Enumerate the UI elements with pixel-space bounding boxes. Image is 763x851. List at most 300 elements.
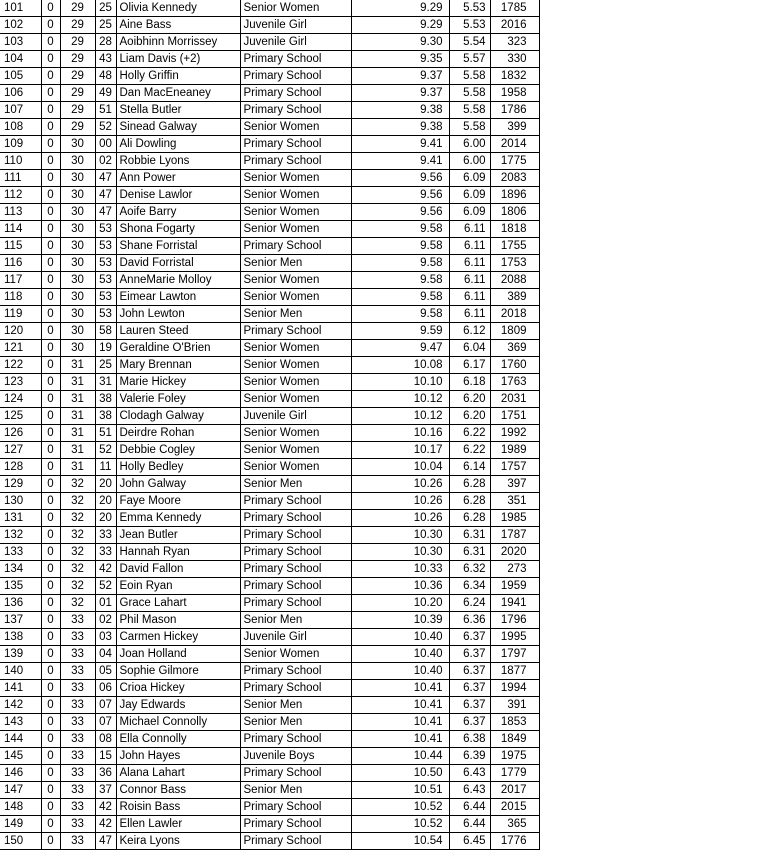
category-cell[interactable]: Senior Women [240,187,351,204]
bib-number-cell[interactable]: 1989 [490,442,539,459]
position-cell[interactable]: 148 [0,799,41,816]
pace-cell[interactable]: 9.58 [384,306,449,323]
seconds-cell[interactable]: 06 [95,680,116,697]
pace-cell[interactable]: 10.36 [384,578,449,595]
bib-number-cell[interactable]: 2014 [490,136,539,153]
hours-cell[interactable]: 0 [41,748,60,765]
position-cell[interactable]: 139 [0,646,41,663]
per-km-cell[interactable]: 5.58 [449,85,490,102]
hours-cell[interactable]: 0 [41,612,60,629]
minutes-cell[interactable]: 32 [60,544,95,561]
category-cell[interactable]: Senior Women [240,289,351,306]
pace-cell[interactable]: 10.33 [384,561,449,578]
hours-cell[interactable]: 0 [41,646,60,663]
runner-name-cell[interactable]: John Lewton [116,306,240,323]
pace-cell[interactable]: 9.38 [384,119,449,136]
per-km-cell[interactable]: 6.31 [449,527,490,544]
runner-name-cell[interactable]: Ann Power [116,170,240,187]
runner-name-cell[interactable]: David Fallon [116,561,240,578]
runner-name-cell[interactable]: Holly Bedley [116,459,240,476]
category-cell[interactable]: Primary School [240,85,351,102]
spacer-cell[interactable] [351,85,384,102]
per-km-cell[interactable]: 6.18 [449,374,490,391]
bib-number-cell[interactable]: 2016 [490,17,539,34]
pace-cell[interactable]: 9.30 [384,34,449,51]
seconds-cell[interactable]: 15 [95,748,116,765]
per-km-cell[interactable]: 6.11 [449,289,490,306]
hours-cell[interactable]: 0 [41,340,60,357]
seconds-cell[interactable]: 53 [95,255,116,272]
per-km-cell[interactable]: 6.17 [449,357,490,374]
category-cell[interactable]: Primary School [240,578,351,595]
per-km-cell[interactable]: 6.37 [449,663,490,680]
pace-cell[interactable]: 10.26 [384,476,449,493]
runner-name-cell[interactable]: Marie Hickey [116,374,240,391]
spacer-cell[interactable] [351,170,384,187]
position-cell[interactable]: 142 [0,697,41,714]
bib-number-cell[interactable]: 1896 [490,187,539,204]
pace-cell[interactable]: 9.59 [384,323,449,340]
pace-cell[interactable]: 9.29 [384,0,449,17]
runner-name-cell[interactable]: John Hayes [116,748,240,765]
position-cell[interactable]: 129 [0,476,41,493]
hours-cell[interactable]: 0 [41,425,60,442]
pace-cell[interactable]: 10.20 [384,595,449,612]
position-cell[interactable]: 147 [0,782,41,799]
bib-number-cell[interactable]: 323 [490,34,539,51]
seconds-cell[interactable]: 20 [95,510,116,527]
seconds-cell[interactable]: 47 [95,187,116,204]
pace-cell[interactable]: 9.38 [384,102,449,119]
minutes-cell[interactable]: 30 [60,187,95,204]
minutes-cell[interactable]: 32 [60,493,95,510]
category-cell[interactable]: Senior Women [240,119,351,136]
minutes-cell[interactable]: 30 [60,289,95,306]
category-cell[interactable]: Senior Men [240,476,351,493]
minutes-cell[interactable]: 32 [60,561,95,578]
seconds-cell[interactable]: 33 [95,544,116,561]
bib-number-cell[interactable]: 1941 [490,595,539,612]
hours-cell[interactable]: 0 [41,408,60,425]
hours-cell[interactable]: 0 [41,85,60,102]
bib-number-cell[interactable]: 1776 [490,833,539,850]
category-cell[interactable]: Primary School [240,561,351,578]
position-cell[interactable]: 126 [0,425,41,442]
seconds-cell[interactable]: 20 [95,493,116,510]
per-km-cell[interactable]: 6.28 [449,493,490,510]
bib-number-cell[interactable]: 1853 [490,714,539,731]
seconds-cell[interactable]: 25 [95,17,116,34]
position-cell[interactable]: 150 [0,833,41,850]
minutes-cell[interactable]: 29 [60,34,95,51]
minutes-cell[interactable]: 33 [60,612,95,629]
minutes-cell[interactable]: 33 [60,663,95,680]
position-cell[interactable]: 143 [0,714,41,731]
seconds-cell[interactable]: 02 [95,612,116,629]
runner-name-cell[interactable]: Eimear Lawton [116,289,240,306]
per-km-cell[interactable]: 6.43 [449,782,490,799]
pace-cell[interactable]: 10.54 [384,833,449,850]
hours-cell[interactable]: 0 [41,68,60,85]
position-cell[interactable]: 127 [0,442,41,459]
bib-number-cell[interactable]: 1806 [490,204,539,221]
category-cell[interactable]: Primary School [240,595,351,612]
seconds-cell[interactable]: 38 [95,408,116,425]
hours-cell[interactable]: 0 [41,323,60,340]
runner-name-cell[interactable]: Clodagh Galway [116,408,240,425]
runner-name-cell[interactable]: Roisin Bass [116,799,240,816]
hours-cell[interactable]: 0 [41,17,60,34]
per-km-cell[interactable]: 6.31 [449,544,490,561]
runner-name-cell[interactable]: Robbie Lyons [116,153,240,170]
per-km-cell[interactable]: 6.22 [449,442,490,459]
runner-name-cell[interactable]: Olivia Kennedy [116,0,240,17]
bib-number-cell[interactable]: 1787 [490,527,539,544]
bib-number-cell[interactable]: 369 [490,340,539,357]
seconds-cell[interactable]: 42 [95,816,116,833]
bib-number-cell[interactable]: 273 [490,561,539,578]
spacer-cell[interactable] [351,731,384,748]
seconds-cell[interactable]: 19 [95,340,116,357]
seconds-cell[interactable]: 20 [95,476,116,493]
spacer-cell[interactable] [351,102,384,119]
spacer-cell[interactable] [351,578,384,595]
category-cell[interactable]: Primary School [240,816,351,833]
pace-cell[interactable]: 10.41 [384,680,449,697]
category-cell[interactable]: Senior Men [240,714,351,731]
minutes-cell[interactable]: 30 [60,204,95,221]
runner-name-cell[interactable]: Aine Bass [116,17,240,34]
pace-cell[interactable]: 9.58 [384,272,449,289]
runner-name-cell[interactable]: Aoife Barry [116,204,240,221]
bib-number-cell[interactable]: 1786 [490,102,539,119]
pace-cell[interactable]: 10.44 [384,748,449,765]
per-km-cell[interactable]: 6.20 [449,408,490,425]
minutes-cell[interactable]: 32 [60,476,95,493]
bib-number-cell[interactable]: 1985 [490,510,539,527]
runner-name-cell[interactable]: Sinead Galway [116,119,240,136]
category-cell[interactable]: Primary School [240,136,351,153]
category-cell[interactable]: Juvenile Girl [240,629,351,646]
pace-cell[interactable]: 9.37 [384,85,449,102]
seconds-cell[interactable]: 37 [95,782,116,799]
hours-cell[interactable]: 0 [41,816,60,833]
spacer-cell[interactable] [351,153,384,170]
runner-name-cell[interactable]: Phil Mason [116,612,240,629]
hours-cell[interactable]: 0 [41,629,60,646]
pace-cell[interactable]: 10.26 [384,493,449,510]
per-km-cell[interactable]: 6.38 [449,731,490,748]
per-km-cell[interactable]: 6.28 [449,476,490,493]
pace-cell[interactable]: 10.17 [384,442,449,459]
seconds-cell[interactable]: 53 [95,238,116,255]
runner-name-cell[interactable]: Dan MacEneaney [116,85,240,102]
minutes-cell[interactable]: 30 [60,136,95,153]
pace-cell[interactable]: 10.40 [384,629,449,646]
spacer-cell[interactable] [351,323,384,340]
position-cell[interactable]: 125 [0,408,41,425]
bib-number-cell[interactable]: 389 [490,289,539,306]
spacer-cell[interactable] [351,119,384,136]
pace-cell[interactable]: 10.52 [384,816,449,833]
per-km-cell[interactable]: 6.09 [449,187,490,204]
spacer-cell[interactable] [351,425,384,442]
pace-cell[interactable]: 10.50 [384,765,449,782]
spacer-cell[interactable] [351,408,384,425]
minutes-cell[interactable]: 33 [60,799,95,816]
minutes-cell[interactable]: 29 [60,68,95,85]
spacer-cell[interactable] [351,765,384,782]
hours-cell[interactable]: 0 [41,663,60,680]
per-km-cell[interactable]: 6.37 [449,714,490,731]
position-cell[interactable]: 118 [0,289,41,306]
spacer-cell[interactable] [351,289,384,306]
category-cell[interactable]: Senior Men [240,306,351,323]
runner-name-cell[interactable]: Connor Bass [116,782,240,799]
per-km-cell[interactable]: 6.45 [449,833,490,850]
per-km-cell[interactable]: 5.53 [449,17,490,34]
category-cell[interactable]: Primary School [240,153,351,170]
per-km-cell[interactable]: 6.11 [449,238,490,255]
seconds-cell[interactable]: 05 [95,663,116,680]
bib-number-cell[interactable]: 2031 [490,391,539,408]
pace-cell[interactable]: 9.35 [384,51,449,68]
minutes-cell[interactable]: 30 [60,170,95,187]
per-km-cell[interactable]: 6.14 [449,459,490,476]
runner-name-cell[interactable]: Shona Fogarty [116,221,240,238]
hours-cell[interactable]: 0 [41,442,60,459]
per-km-cell[interactable]: 6.11 [449,306,490,323]
category-cell[interactable]: Primary School [240,493,351,510]
position-cell[interactable]: 131 [0,510,41,527]
runner-name-cell[interactable]: Ali Dowling [116,136,240,153]
bib-number-cell[interactable]: 1818 [490,221,539,238]
runner-name-cell[interactable]: Michael Connolly [116,714,240,731]
seconds-cell[interactable]: 47 [95,170,116,187]
position-cell[interactable]: 137 [0,612,41,629]
category-cell[interactable]: Senior Men [240,697,351,714]
position-cell[interactable]: 120 [0,323,41,340]
position-cell[interactable]: 112 [0,187,41,204]
spacer-cell[interactable] [351,340,384,357]
bib-number-cell[interactable]: 1779 [490,765,539,782]
position-cell[interactable]: 140 [0,663,41,680]
position-cell[interactable]: 110 [0,153,41,170]
bib-number-cell[interactable]: 397 [490,476,539,493]
runner-name-cell[interactable]: Lauren Steed [116,323,240,340]
pace-cell[interactable]: 9.58 [384,289,449,306]
seconds-cell[interactable]: 02 [95,153,116,170]
bib-number-cell[interactable]: 1832 [490,68,539,85]
runner-name-cell[interactable]: John Galway [116,476,240,493]
spacer-cell[interactable] [351,697,384,714]
runner-name-cell[interactable]: Stella Butler [116,102,240,119]
category-cell[interactable]: Primary School [240,51,351,68]
category-cell[interactable]: Primary School [240,68,351,85]
runner-name-cell[interactable]: David Forristal [116,255,240,272]
hours-cell[interactable]: 0 [41,731,60,748]
bib-number-cell[interactable]: 2017 [490,782,539,799]
bib-number-cell[interactable]: 1753 [490,255,539,272]
per-km-cell[interactable]: 5.54 [449,34,490,51]
spacer-cell[interactable] [351,680,384,697]
hours-cell[interactable]: 0 [41,119,60,136]
pace-cell[interactable]: 9.41 [384,136,449,153]
per-km-cell[interactable]: 6.00 [449,153,490,170]
position-cell[interactable]: 101 [0,0,41,17]
position-cell[interactable]: 103 [0,34,41,51]
bib-number-cell[interactable]: 1755 [490,238,539,255]
runner-name-cell[interactable]: Ella Connolly [116,731,240,748]
runner-name-cell[interactable]: Deirdre Rohan [116,425,240,442]
per-km-cell[interactable]: 6.28 [449,510,490,527]
minutes-cell[interactable]: 30 [60,238,95,255]
runner-name-cell[interactable]: Shane Forristal [116,238,240,255]
position-cell[interactable]: 114 [0,221,41,238]
bib-number-cell[interactable]: 1785 [490,0,539,17]
runner-name-cell[interactable]: Crioa Hickey [116,680,240,697]
hours-cell[interactable]: 0 [41,578,60,595]
per-km-cell[interactable]: 6.00 [449,136,490,153]
minutes-cell[interactable]: 32 [60,578,95,595]
category-cell[interactable]: Primary School [240,238,351,255]
bib-number-cell[interactable]: 1975 [490,748,539,765]
per-km-cell[interactable]: 6.43 [449,765,490,782]
runner-name-cell[interactable]: Carmen Hickey [116,629,240,646]
bib-number-cell[interactable]: 1994 [490,680,539,697]
spacer-cell[interactable] [351,595,384,612]
minutes-cell[interactable]: 32 [60,510,95,527]
hours-cell[interactable]: 0 [41,833,60,850]
spacer-cell[interactable] [351,442,384,459]
runner-name-cell[interactable]: Alana Lahart [116,765,240,782]
category-cell[interactable]: Senior Men [240,612,351,629]
spacer-cell[interactable] [351,17,384,34]
bib-number-cell[interactable]: 2018 [490,306,539,323]
pace-cell[interactable]: 10.52 [384,799,449,816]
hours-cell[interactable]: 0 [41,204,60,221]
minutes-cell[interactable]: 33 [60,714,95,731]
per-km-cell[interactable]: 6.11 [449,272,490,289]
per-km-cell[interactable]: 6.11 [449,255,490,272]
category-cell[interactable]: Senior Women [240,425,351,442]
position-cell[interactable]: 106 [0,85,41,102]
category-cell[interactable]: Primary School [240,799,351,816]
hours-cell[interactable]: 0 [41,799,60,816]
hours-cell[interactable]: 0 [41,680,60,697]
per-km-cell[interactable]: 6.44 [449,799,490,816]
minutes-cell[interactable]: 33 [60,646,95,663]
minutes-cell[interactable]: 30 [60,306,95,323]
seconds-cell[interactable]: 48 [95,68,116,85]
bib-number-cell[interactable]: 1877 [490,663,539,680]
per-km-cell[interactable]: 6.39 [449,748,490,765]
seconds-cell[interactable]: 49 [95,85,116,102]
category-cell[interactable]: Senior Women [240,459,351,476]
pace-cell[interactable]: 9.56 [384,187,449,204]
pace-cell[interactable]: 9.56 [384,170,449,187]
position-cell[interactable]: 108 [0,119,41,136]
seconds-cell[interactable]: 03 [95,629,116,646]
spacer-cell[interactable] [351,204,384,221]
seconds-cell[interactable]: 07 [95,714,116,731]
per-km-cell[interactable]: 5.53 [449,0,490,17]
position-cell[interactable]: 119 [0,306,41,323]
spacer-cell[interactable] [351,374,384,391]
seconds-cell[interactable]: 51 [95,102,116,119]
minutes-cell[interactable]: 31 [60,425,95,442]
hours-cell[interactable]: 0 [41,0,60,17]
spacer-cell[interactable] [351,561,384,578]
hours-cell[interactable]: 0 [41,255,60,272]
minutes-cell[interactable]: 33 [60,765,95,782]
spacer-cell[interactable] [351,357,384,374]
pace-cell[interactable]: 10.51 [384,782,449,799]
per-km-cell[interactable]: 6.12 [449,323,490,340]
position-cell[interactable]: 124 [0,391,41,408]
runner-name-cell[interactable]: Joan Holland [116,646,240,663]
minutes-cell[interactable]: 30 [60,255,95,272]
bib-number-cell[interactable]: 2088 [490,272,539,289]
position-cell[interactable]: 102 [0,17,41,34]
spacer-cell[interactable] [351,510,384,527]
position-cell[interactable]: 130 [0,493,41,510]
minutes-cell[interactable]: 31 [60,459,95,476]
minutes-cell[interactable]: 31 [60,442,95,459]
category-cell[interactable]: Senior Men [240,255,351,272]
seconds-cell[interactable]: 36 [95,765,116,782]
hours-cell[interactable]: 0 [41,102,60,119]
seconds-cell[interactable]: 01 [95,595,116,612]
per-km-cell[interactable]: 6.34 [449,578,490,595]
hours-cell[interactable]: 0 [41,459,60,476]
spacer-cell[interactable] [351,612,384,629]
bib-number-cell[interactable]: 2083 [490,170,539,187]
pace-cell[interactable]: 9.56 [384,204,449,221]
bib-number-cell[interactable]: 1757 [490,459,539,476]
runner-name-cell[interactable]: Debbie Cogley [116,442,240,459]
position-cell[interactable]: 134 [0,561,41,578]
pace-cell[interactable]: 10.30 [384,544,449,561]
position-cell[interactable]: 104 [0,51,41,68]
per-km-cell[interactable]: 6.22 [449,425,490,442]
pace-cell[interactable]: 10.40 [384,646,449,663]
position-cell[interactable]: 105 [0,68,41,85]
spacer-cell[interactable] [351,714,384,731]
per-km-cell[interactable]: 6.37 [449,629,490,646]
position-cell[interactable]: 115 [0,238,41,255]
pace-cell[interactable]: 9.58 [384,238,449,255]
spacer-cell[interactable] [351,459,384,476]
runner-name-cell[interactable]: Grace Lahart [116,595,240,612]
position-cell[interactable]: 149 [0,816,41,833]
hours-cell[interactable]: 0 [41,153,60,170]
runner-name-cell[interactable]: Denise Lawlor [116,187,240,204]
category-cell[interactable]: Primary School [240,527,351,544]
runner-name-cell[interactable]: Liam Davis (+2) [116,51,240,68]
category-cell[interactable]: Senior Men [240,782,351,799]
pace-cell[interactable]: 9.58 [384,255,449,272]
runner-name-cell[interactable]: Geraldine O'Brien [116,340,240,357]
category-cell[interactable]: Senior Women [240,391,351,408]
hours-cell[interactable]: 0 [41,187,60,204]
position-cell[interactable]: 122 [0,357,41,374]
category-cell[interactable]: Juvenile Girl [240,408,351,425]
position-cell[interactable]: 132 [0,527,41,544]
position-cell[interactable]: 123 [0,374,41,391]
pace-cell[interactable]: 10.41 [384,714,449,731]
category-cell[interactable]: Senior Women [240,442,351,459]
